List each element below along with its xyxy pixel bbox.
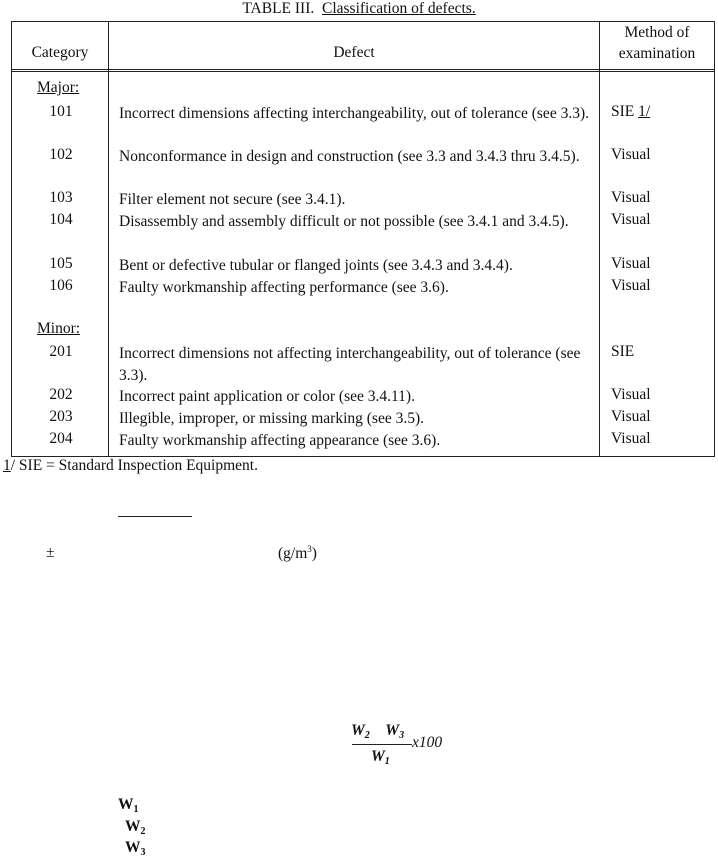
method-footnote-ref: 1/ <box>638 103 651 120</box>
plus-minus-symbol: ± <box>46 544 55 561</box>
defect-code: 104 <box>49 211 73 228</box>
method-cell <box>611 103 650 121</box>
method-value: Visual <box>611 189 651 206</box>
defect-code: 102 <box>49 146 73 163</box>
header-divider <box>12 69 714 70</box>
variable-symbol: W <box>118 796 134 813</box>
defect-description: Disassembly and assembly difficult or not possible (see 3.4.1 and 3.4.5). <box>119 213 569 230</box>
header-method-line1: Method of <box>624 24 690 41</box>
table-footnote <box>3 457 258 475</box>
formula-multiplier: x100 <box>412 734 443 751</box>
defect-code: 204 <box>49 430 73 447</box>
defect-description: Bent or defective tubular or flanged joints (see 3.4.3 and 3.4.4). <box>119 257 513 274</box>
defect-description: Filter element not secure (see 3.4.1). <box>119 191 346 208</box>
formula-w1: W <box>371 748 385 765</box>
column-divider-1 <box>108 22 109 456</box>
unit-base: (g/m <box>278 545 308 562</box>
defects-table <box>11 21 715 457</box>
header-divider-double <box>12 71 714 72</box>
method-value: Visual <box>611 408 651 425</box>
header-category: Category <box>31 44 89 61</box>
header-method-line2: examination <box>618 45 696 62</box>
formula-denominator <box>371 748 390 767</box>
formula-w3-sub: 3 <box>399 730 405 741</box>
defect-code: 103 <box>49 189 73 206</box>
formula-w1-sub: 1 <box>384 756 390 767</box>
defect-description: Faulty workmanship affecting appearance (see 3.6). <box>119 432 441 449</box>
formula-w2: W <box>351 722 365 739</box>
group-label-minor: Minor: <box>37 320 81 337</box>
formula-w3: W <box>385 722 400 739</box>
variable-w3 <box>125 839 146 858</box>
variable-subscript: 1 <box>133 804 139 815</box>
fraction-rule <box>118 516 192 517</box>
unit-label <box>278 544 317 563</box>
column-divider-2 <box>599 22 600 456</box>
method-value: Visual <box>611 146 651 163</box>
method-value: Visual <box>611 386 651 403</box>
variable-symbol: W <box>125 839 141 856</box>
header-method <box>600 22 714 64</box>
method-value: Visual <box>611 430 651 447</box>
defect-code: 201 <box>49 343 73 360</box>
defect-code: 105 <box>49 255 73 272</box>
formula-w2-sub: 2 <box>364 730 370 741</box>
variable-symbol: W <box>125 818 141 835</box>
table-title-text: Classification of defects. <box>322 0 476 17</box>
defect-description: Faulty workmanship affecting performance (see 3.6). <box>119 279 449 296</box>
footnote-text: / SIE = Standard Inspection Equipment. <box>10 457 258 474</box>
method-value: Visual <box>611 277 651 294</box>
method-value: Visual <box>611 255 651 272</box>
formula-numerator <box>351 722 404 741</box>
variable-w2 <box>125 818 146 837</box>
table-title-prefix: TABLE III. <box>242 0 315 17</box>
defect-description: Incorrect dimensions affecting interchangeability, out of tolerance (see 3.3). <box>119 105 589 122</box>
method-value: SIE <box>611 103 635 120</box>
footnote-mark: 1 <box>3 457 11 474</box>
defect-code: 202 <box>49 386 73 403</box>
variable-subscript: 3 <box>140 847 146 858</box>
defect-code: 101 <box>49 103 73 120</box>
variable-subscript: 2 <box>140 826 146 837</box>
method-value: SIE <box>611 343 635 360</box>
method-value: Visual <box>611 211 651 228</box>
header-defect: Defect <box>333 44 375 61</box>
unit-exponent: 3 <box>307 544 312 554</box>
table-title <box>0 0 718 18</box>
defect-description: Incorrect paint application or color (see 3.4.11). <box>119 388 415 405</box>
variable-w1 <box>118 796 139 815</box>
defect-description: Nonconformance in design and construction (see 3.3 and 3.4.3 thru 3.4.5). <box>119 148 580 165</box>
defect-code: 203 <box>49 408 73 425</box>
group-label-major: Major: <box>37 79 80 96</box>
formula-fraction-bar <box>352 744 412 745</box>
unit-close: ) <box>311 545 317 562</box>
defect-description: Illegible, improper, or missing marking (see 3.5). <box>119 410 425 427</box>
defect-code: 106 <box>49 277 73 294</box>
defect-description: Incorrect dimensions not affecting interchangeability, out of tolerance (see 3.3). <box>119 345 581 384</box>
